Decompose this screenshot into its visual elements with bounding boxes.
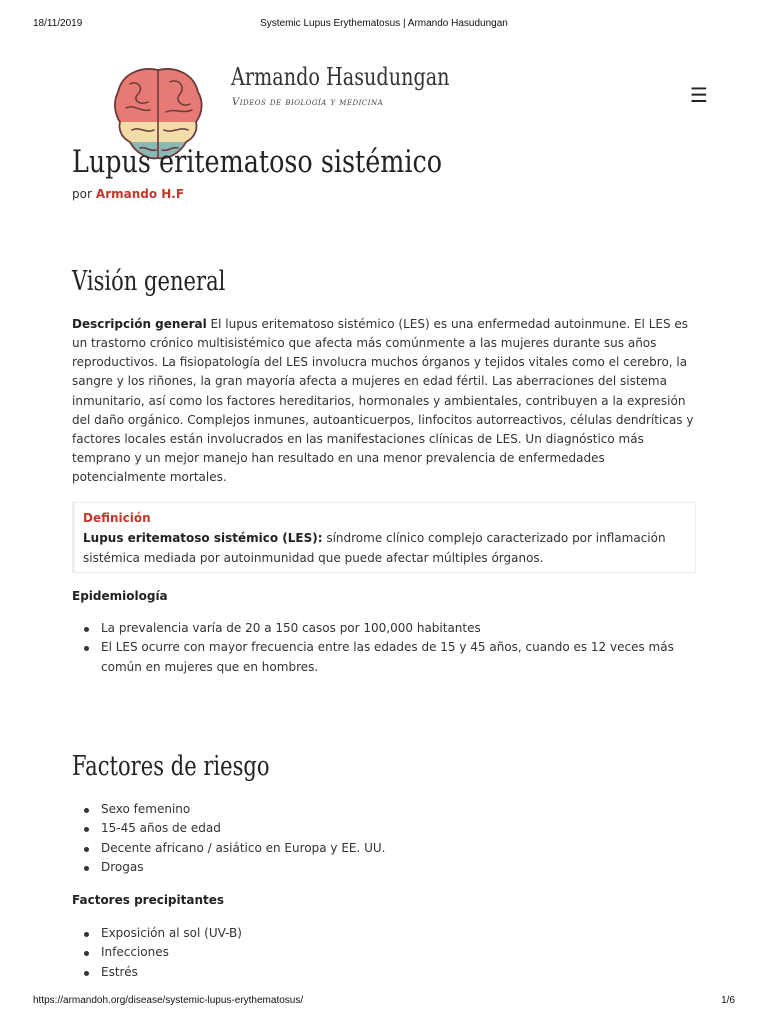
definition-box bbox=[72, 502, 696, 573]
print-header bbox=[33, 18, 735, 30]
list-item: Decente africano / asiático en Europa y EE. UU. bbox=[84, 839, 684, 858]
print-footer bbox=[33, 995, 735, 1007]
definition-term: Lupus eritematoso sistémico (LES): bbox=[83, 531, 323, 545]
article-title: Lupus eritematoso sistémico bbox=[72, 144, 443, 180]
definition-text bbox=[83, 529, 683, 568]
list-item: Exposición al sol (UV-B) bbox=[84, 924, 684, 943]
precipitating-list bbox=[84, 924, 684, 982]
epidemiology-list bbox=[84, 619, 684, 677]
list-item: Infecciones bbox=[84, 943, 684, 962]
print-url: https://armandoh.org/disease/systemic-lupus-erythematosus/ bbox=[33, 995, 304, 1006]
list-item: Estrés bbox=[84, 963, 684, 982]
site-tagline: Videos de biología y medicina bbox=[232, 97, 384, 108]
hamburger-menu-icon[interactable]: ☰ bbox=[690, 83, 708, 107]
precipitating-heading: Factores precipitantes bbox=[72, 893, 225, 907]
list-item: Drogas bbox=[84, 858, 684, 877]
overview-heading: Visión general bbox=[72, 266, 226, 297]
overview-lead: Descripción general bbox=[72, 317, 207, 331]
byline-prefix: por bbox=[72, 187, 92, 201]
byline bbox=[72, 187, 184, 201]
definition-body: síndrome clínico complejo caracterizado por inflamación sistémica mediada por autoinmunidad que puede afectar múltiples órganos. bbox=[83, 531, 666, 565]
risk-factors-heading: Factores de riesgo bbox=[72, 751, 270, 782]
print-page-title: Systemic Lupus Erythematosus | Armando Hasudungan bbox=[260, 18, 508, 29]
overview-text: El lupus eritematoso sistémico (LES) es una enfermedad autoinmune. El LES es un trastorno crónico multisistémico que afecta más comúnmente a las mujeres durante sus años reproductivos. La fisiopatología del LES involucra muchos órganos y tejidos vitales como el cerebro, la sangre y los riñones, la gran mayoría afecta a mujeres en edad fértil. Las aberraciones del sistema inmunitario, así como los factores hereditarios, hormonales y ambientales, contribuyen a la expresión del daño orgánico. Complejos inmunes, autoanticuerpos, linfocitos autorreactivos, células dendríticas y factores locales están involucrados en las manifestaciones clínicas de LES. Un diagnóstico más temprano y un mejor manejo han resultado en una menor prevalencia de enfermedades potencialmente mortales. bbox=[72, 317, 694, 485]
risk-factors-list bbox=[84, 800, 684, 878]
print-date: 18/11/2019 bbox=[33, 18, 83, 29]
definition-label: Definición bbox=[83, 511, 151, 525]
list-item: 15-45 años de edad bbox=[84, 819, 684, 838]
author-link[interactable]: Armando H.F bbox=[95, 187, 185, 201]
page-number: 1/6 bbox=[721, 995, 735, 1006]
epidemiology-heading: Epidemiología bbox=[72, 589, 168, 603]
list-item: La prevalencia varía de 20 a 150 casos por 100,000 habitantes bbox=[84, 619, 684, 638]
list-item: El LES ocurre con mayor frecuencia entre las edades de 15 y 45 años, cuando es 12 veces más común en mujeres que en hombres. bbox=[84, 638, 684, 677]
list-item: Sexo femenino bbox=[84, 800, 684, 819]
site-title[interactable]: Armando Hasudungan bbox=[231, 63, 450, 91]
overview-paragraph bbox=[72, 315, 694, 487]
